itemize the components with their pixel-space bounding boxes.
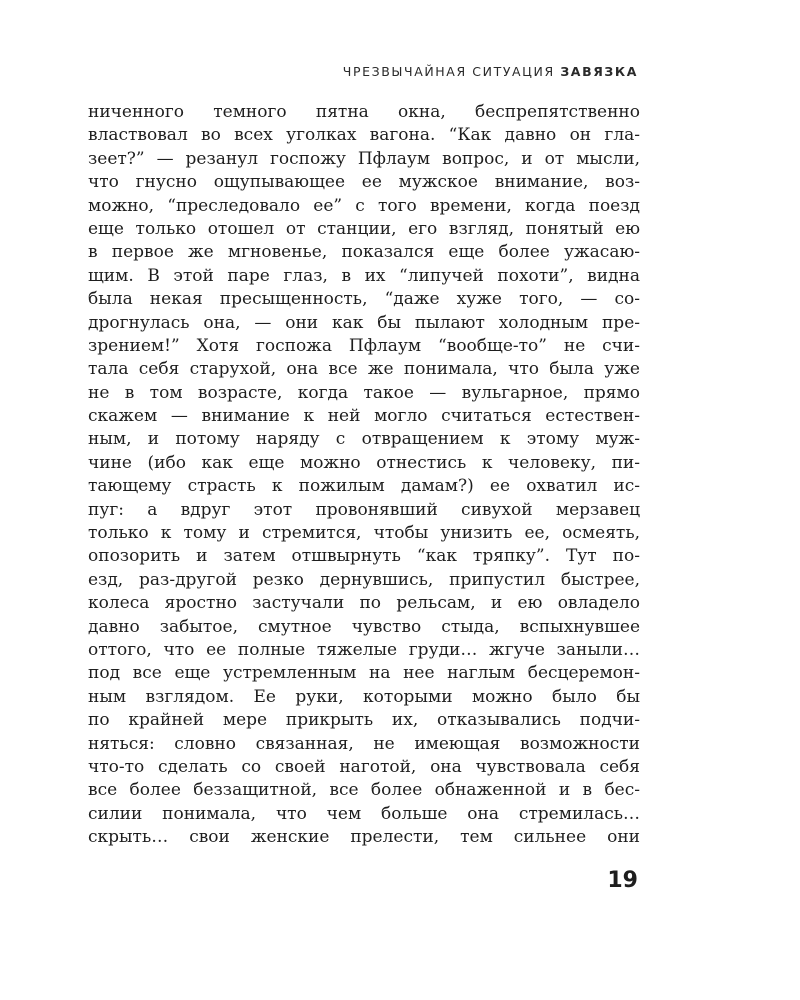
text-line: ниченного темного пятна окна, беспрепятственно [88, 102, 640, 122]
text-line: пуг: а вдруг этот провонявший сивухой мерзавец [88, 499, 640, 520]
text-line: дрогнулась она, — они как бы пылают холодным пре- [88, 312, 640, 333]
text-line: езд, раз-другой резко дернувшись, припустил быстрее, [88, 569, 640, 590]
text-line: в первое же мгновенье, показался еще более ужасаю- [88, 242, 640, 263]
body-text [88, 101, 640, 850]
text-line: по крайней мере прикрыть их, отказывались подчи- [88, 710, 640, 731]
text-line: была некая пресыщенность, “даже хуже того, — со- [88, 289, 640, 310]
text-line: зеет?” — резанул госпожу Пфлаум вопрос, и от мысли, [88, 148, 640, 169]
text-line: тающему страсть к пожилым дамам?) ее охватил ис- [88, 476, 640, 497]
running-header-section: ЗАВЯЗКА [560, 64, 638, 79]
text-line: силии понимала, что чем больше она стремилась… [88, 803, 640, 824]
text-line: скрыть… свои женские прелести, тем сильнее они [88, 827, 640, 848]
running-header [343, 64, 638, 79]
running-header-chapter: ЧРЕЗВЫЧАЙНАЯ СИТУАЦИЯ [342, 64, 555, 79]
text-line: скажем — внимание к ней могло считаться естествен- [88, 406, 640, 427]
text-line: оттого, что ее полные тяжелые груди… жгуче заныли… [88, 639, 640, 660]
text-line: можно, “преследовало ее” с того времени, когда поезд [88, 195, 640, 216]
text-line: ным, и потому наряду с отвращением к этому муж- [88, 429, 640, 450]
text-line: колеса яростно застучали по рельсам, и ею овладело [88, 593, 640, 614]
text-line: тала себя старухой, она все же понимала, что была уже [88, 359, 640, 380]
text-line: не в том возрасте, когда такое — вульгарное, прямо [88, 382, 640, 403]
text-line: ным взглядом. Ее руки, которыми можно было бы [88, 686, 640, 707]
text-line: опозорить и затем отшвырнуть “как тряпку”. Тут по- [88, 546, 640, 567]
text-line: няться: словно связанная, не имеющая возможности [88, 733, 640, 754]
text-line: щим. В этой паре глаз, в их “липучей похоти”, видна [88, 265, 640, 286]
text-line: еще только отошел от станции, его взгляд, понятый ею [88, 218, 640, 239]
text-line: зрением!” Хотя госпожа Пфлаум “вообще-то” не счи- [88, 335, 640, 356]
text-line: что гнусно ощупывающее ее мужское внимание, воз- [88, 172, 640, 193]
text-line: давно забытое, смутное чувство стыда, вспыхнувшее [88, 616, 640, 637]
text-line: под все еще устремленным на нее наглым бесцеремон- [88, 663, 640, 684]
text-line: властвовал во всех уголках вагона. “Как давно он гла- [88, 125, 640, 146]
text-line: только к тому и стремится, чтобы унизить ее, осмеять, [88, 523, 640, 544]
text-line: чине (ибо как еще можно отнестись к человеку, пи- [88, 452, 640, 473]
text-line: все более беззащитной, все более обнаженной и в бес- [88, 780, 640, 801]
text-line: что-то сделать со своей наготой, она чувствовала себя [88, 756, 640, 777]
page-number: 19 [607, 868, 638, 893]
